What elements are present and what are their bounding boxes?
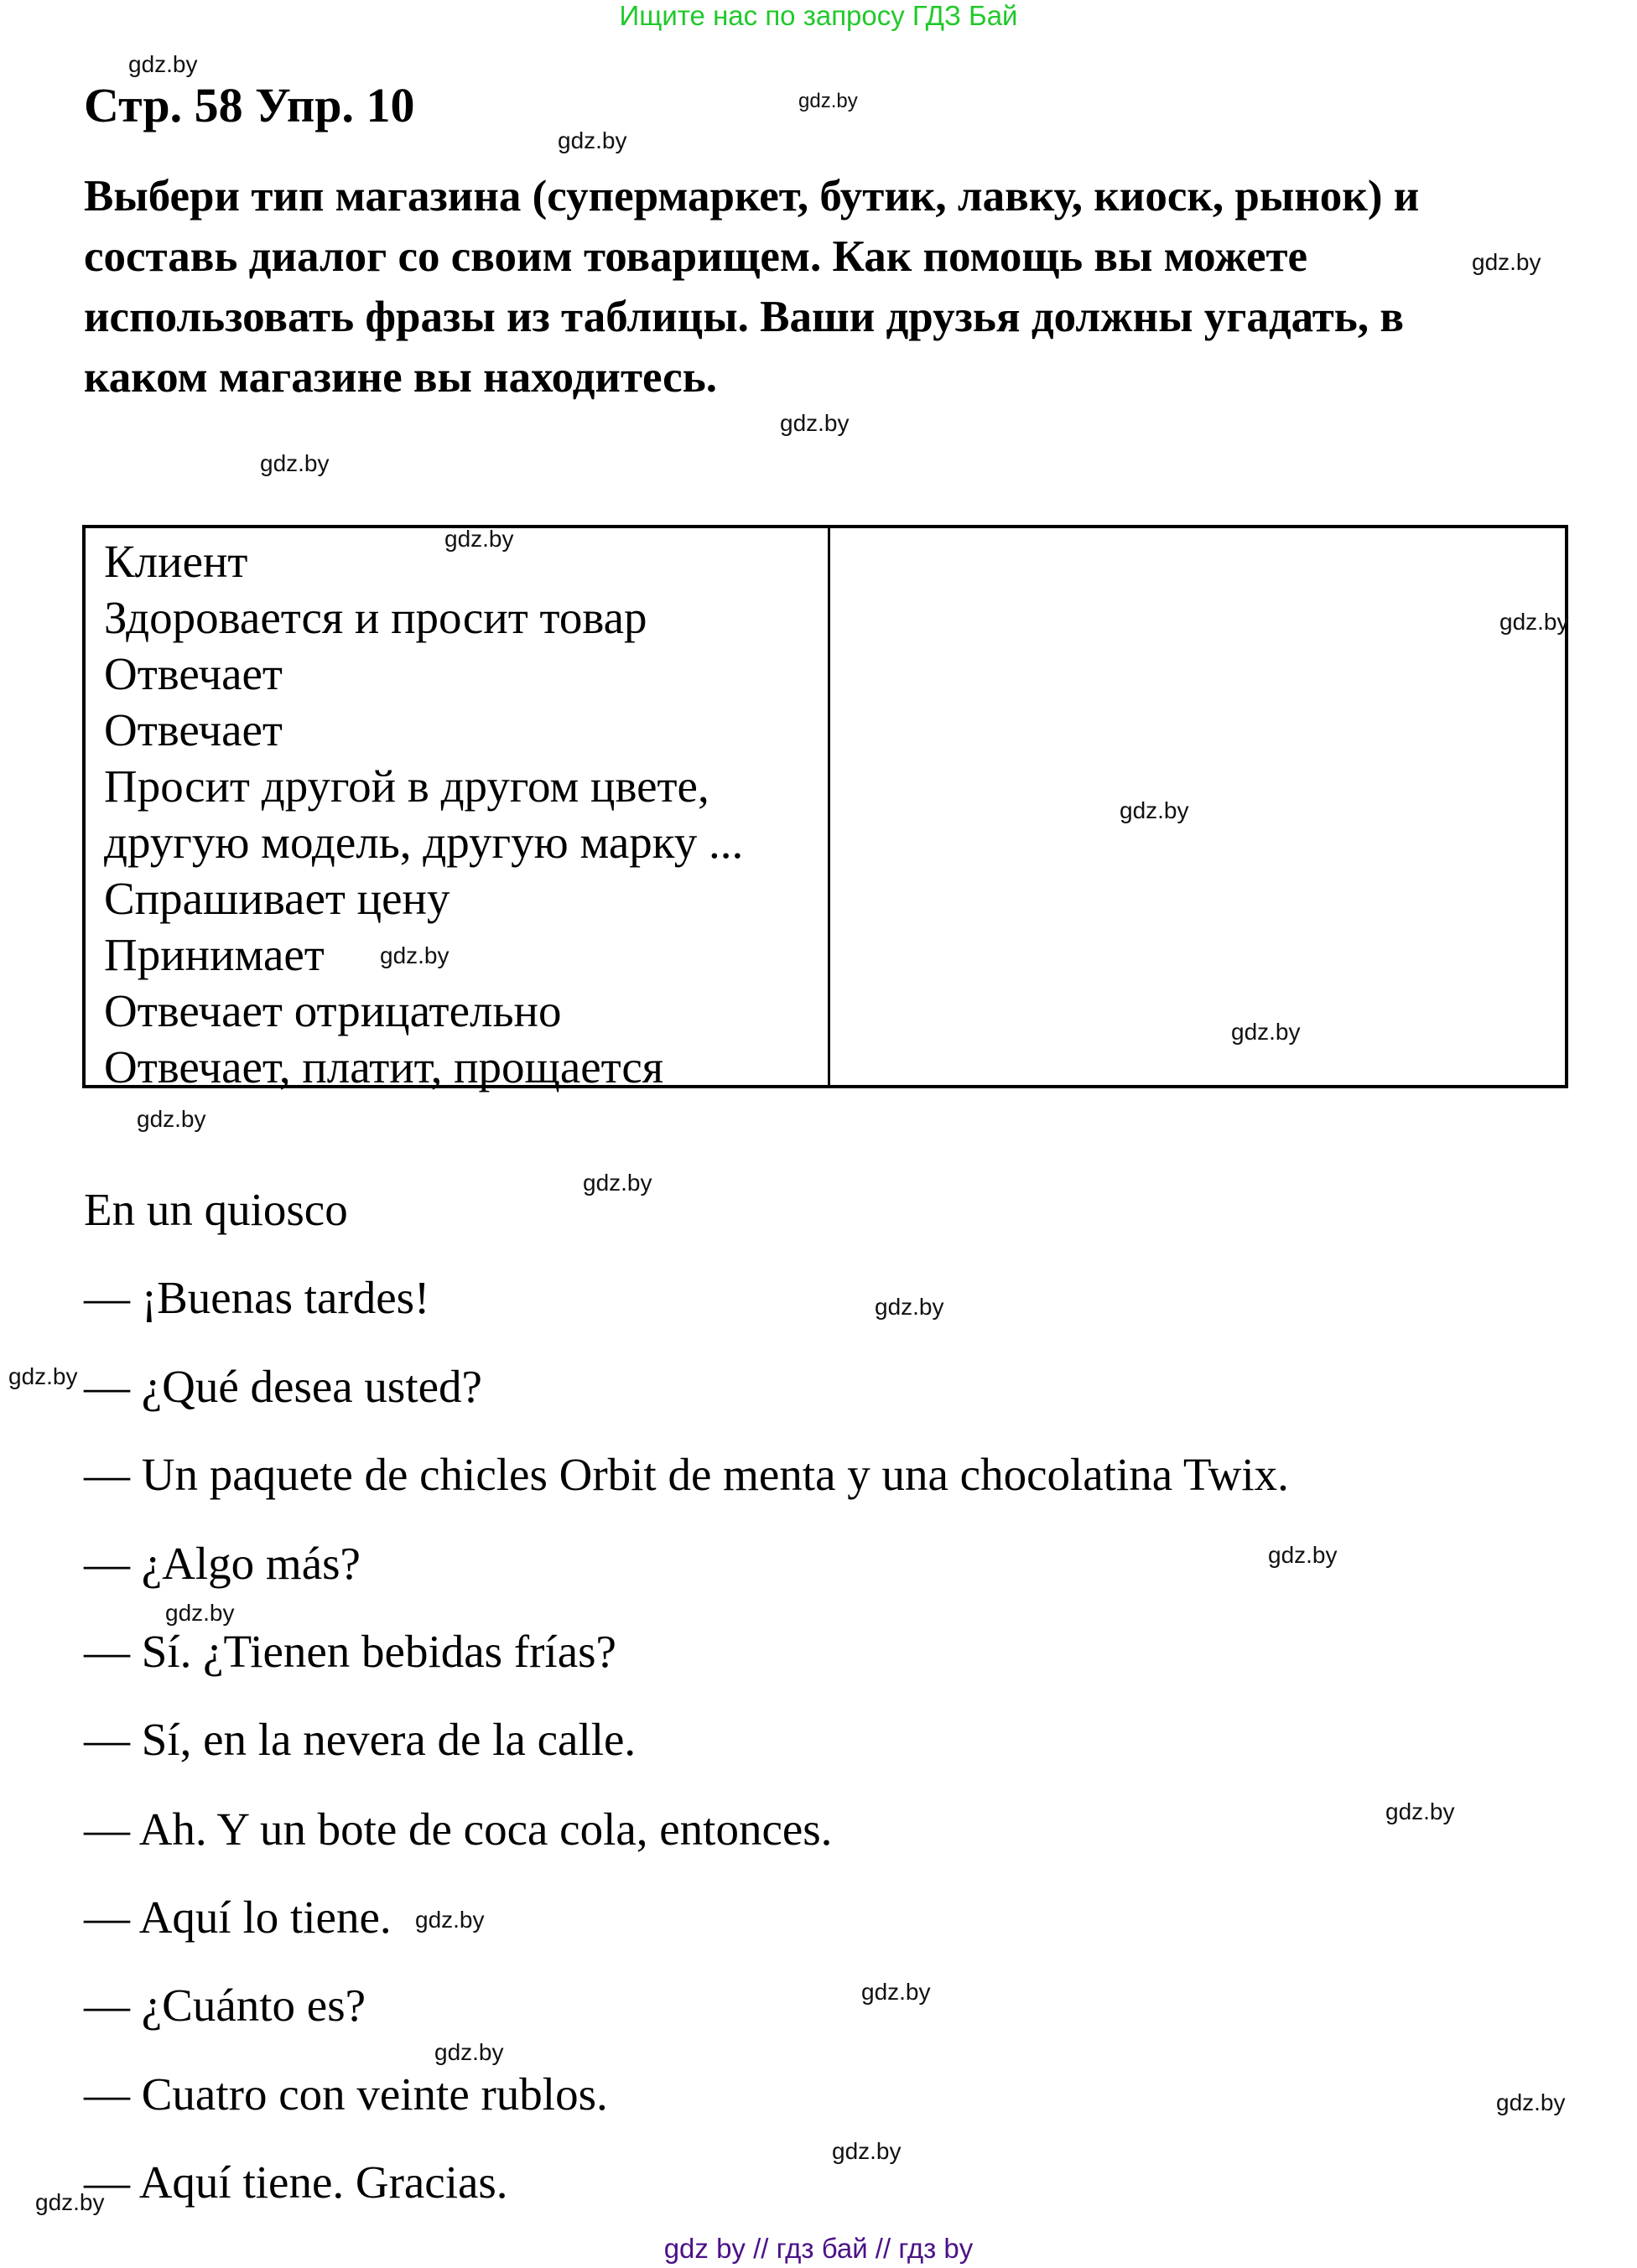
watermark: gdz.by — [165, 1600, 235, 1626]
search-hint-banner: Ищите нас по запросу ГДЗ Бай — [619, 0, 1018, 31]
watermark: gdz.by — [1496, 2089, 1566, 2115]
table-left-column — [104, 533, 743, 1095]
watermark: gdz.by — [1385, 1798, 1455, 1824]
table-row: Отвечает — [104, 704, 283, 755]
dialogue-line: — Aquí lo tiene. — [84, 1892, 392, 1943]
phrase-table — [82, 525, 1568, 1092]
table-row: Здоровается и просит товар — [104, 592, 647, 643]
table-row: другую модель, другую марку ... — [104, 817, 744, 868]
watermark: gdz.by — [832, 2138, 902, 2164]
task-line: использовать фразы из таблицы. Ваши друзья должны угадать, в — [84, 293, 1404, 341]
watermark: gdz.by — [875, 1294, 944, 1320]
watermark: gdz.by — [780, 410, 850, 436]
dialogue-line: — Aquí tiene. Gracias. — [84, 2156, 508, 2208]
dialogue-line: — Sí. ¿Tienen bebidas frías? — [84, 1626, 616, 1677]
watermark: gdz.by — [861, 1979, 931, 2005]
table-row: Принимает — [104, 929, 325, 980]
dialogue-line: — Un paquete de chicles Orbit de menta y una chocolatina Twix. — [84, 1449, 1289, 1500]
watermark: gdz.by — [1472, 249, 1541, 275]
table-row: Отвечает, платит, прощается — [104, 1041, 664, 1092]
dialogue-line: — ¡Buenas tardes! — [84, 1272, 430, 1323]
task-line: составь диалог со своим товарищем. Как помощь вы можете — [84, 232, 1308, 281]
table-row: Клиент — [104, 536, 248, 587]
watermark: gdz.by — [1231, 1019, 1301, 1045]
dialogue-heading: En un quiosco — [84, 1184, 348, 1235]
watermark: gdz.by — [583, 1170, 652, 1196]
watermark: gdz.by — [128, 51, 198, 77]
dialogue-line: — Ah. Y un bote de coca cola, entonces. — [84, 1804, 833, 1855]
watermark: gdz.by — [1120, 797, 1189, 823]
watermark: gdz.by — [260, 450, 330, 476]
task-line: каком магазине вы находитесь. — [84, 353, 717, 402]
dialogue-line: — ¿Cuánto es? — [84, 1980, 366, 2031]
task-instructions — [84, 166, 1593, 407]
watermark: gdz.by — [444, 526, 514, 552]
watermark: gdz.by — [8, 1363, 78, 1389]
task-line: Выбери тип магазина (супермаркет, бутик, лавку, киоск, рынок) и — [84, 172, 1420, 221]
dialogue-line: — ¿Qué desea usted? — [84, 1361, 482, 1412]
page-title: Стр. 58 Упр. 10 — [84, 78, 415, 132]
watermark: gdz.by — [798, 90, 858, 112]
table-row: Отвечает — [104, 648, 283, 699]
watermark: gdz.by — [1499, 609, 1569, 635]
watermark: gdz.by — [1268, 1542, 1338, 1568]
watermark: gdz.by — [137, 1106, 206, 1132]
watermark: gdz.by — [415, 1907, 485, 1933]
watermark: gdz.by — [35, 2189, 105, 2215]
watermark: gdz.by — [380, 942, 450, 968]
watermark: gdz.by — [434, 2039, 504, 2065]
table-row: Спрашивает цену — [104, 873, 450, 924]
footer-banner: gdz by // гдз бай // гдз by — [663, 2233, 974, 2264]
table-row: Просит другой в другом цвете, — [104, 760, 709, 812]
dialogue-line: — Sí, en la nevera de la calle. — [84, 1714, 637, 1765]
table-row: Отвечает отрицательно — [104, 985, 562, 1036]
dialogue-line: — Cuatro con veinte rublos. — [84, 2068, 608, 2120]
dialogue-line: — ¿Algo más? — [84, 1538, 361, 1589]
table-column-divider — [828, 528, 830, 1085]
watermark: gdz.by — [558, 127, 627, 153]
